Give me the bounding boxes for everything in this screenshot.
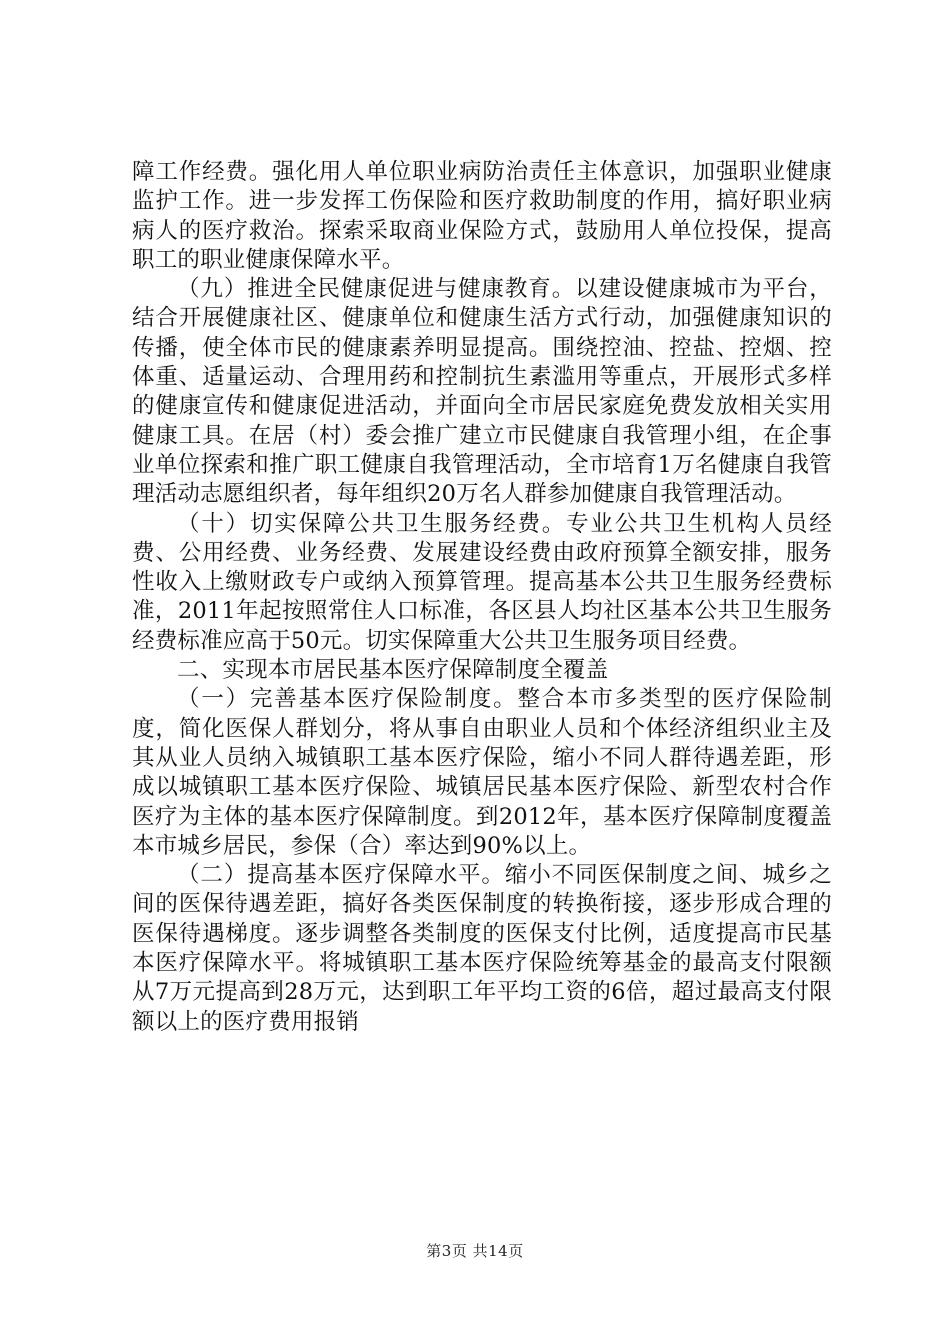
document-body: [132, 158, 832, 1037]
paragraph-insurance-level: （二）提高基本医疗保障水平。缩小不同医保制度之间、城乡之间的医保待遇差距，搞好各类医保制度的转换衔接，逐步形成合理的医保待遇梯度。逐步调整各类制度的医保支付比例，适度提高市民基本医疗保障水平。将城镇职工基本医疗保险统筹基金的最高支付限额从7万元提高到28万元，达到职工年平均工资的6倍，超过最高支付限额以上的医疗费用报销: [132, 862, 832, 1035]
paragraph-basic-insurance-system: （一）完善基本医疗保险制度。整合本市多类型的医疗保险制度，简化医保人群划分，将从事自由职业人员和个体经济组织业主及其从业人员纳入城镇职工基本医疗保险，缩小不同人群待遇差距，形成以城镇职工基本医疗保险、城镇居民基本医疗保险、新型农村合作医疗为主体的基本医疗保障制度。到2012年，基本医疗保障制度覆盖本市城乡居民，参保（合）率达到90%以上。: [132, 686, 832, 859]
page-number-footer: 第3页 共14页: [426, 1242, 524, 1260]
paragraph-occupational-health-funding: 障工作经费。强化用人单位职业病防治责任主体意识，加强职业健康监护工作。进一步发挥工伤保险和医疗救助制度的作用，搞好职业病病人的医疗救治。探索采取商业保险方式，鼓励用人单位投保，提高职工的职业健康保障水平。: [132, 159, 832, 273]
section-heading-medical-insurance: 二、实现本市居民基本医疗保障制度全覆盖: [177, 657, 609, 684]
paragraph-health-promotion: （九）推进全民健康促进与健康教育。以建设健康城市为平台，结合开展健康社区、健康单位和健康生活方式行动，加强健康知识的传播，使全体市民的健康素养明显提高。围绕控油、控盐、控烟、控体重、适量运动、合理用药和控制抗生素滥用等重点，开展形式多样的健康宣传和健康促进活动，并面向全市居民家庭免费发放相关实用健康工具。在居（村）委会推广建立市民健康自我管理小组，在企事业单位探索和推广职工健康自我管理活动，全市培育1万名健康自我管理活动志愿组织者，每年组织20万名人群参加健康自我管理活动。: [132, 276, 832, 508]
paragraph-public-health-funding: （十）切实保障公共卫生服务经费。专业公共卫生机构人员经费、公用经费、业务经费、发展建设经费由政府预算全额安排，服务性收入上缴财政专户或纳入预算管理。提高基本公共卫生服务经费标准，2011年起按照常住人口标准，各区县人均社区基本公共卫生服务经费标准应高于50元。切实保障重大公共卫生服务项目经费。: [132, 510, 832, 654]
